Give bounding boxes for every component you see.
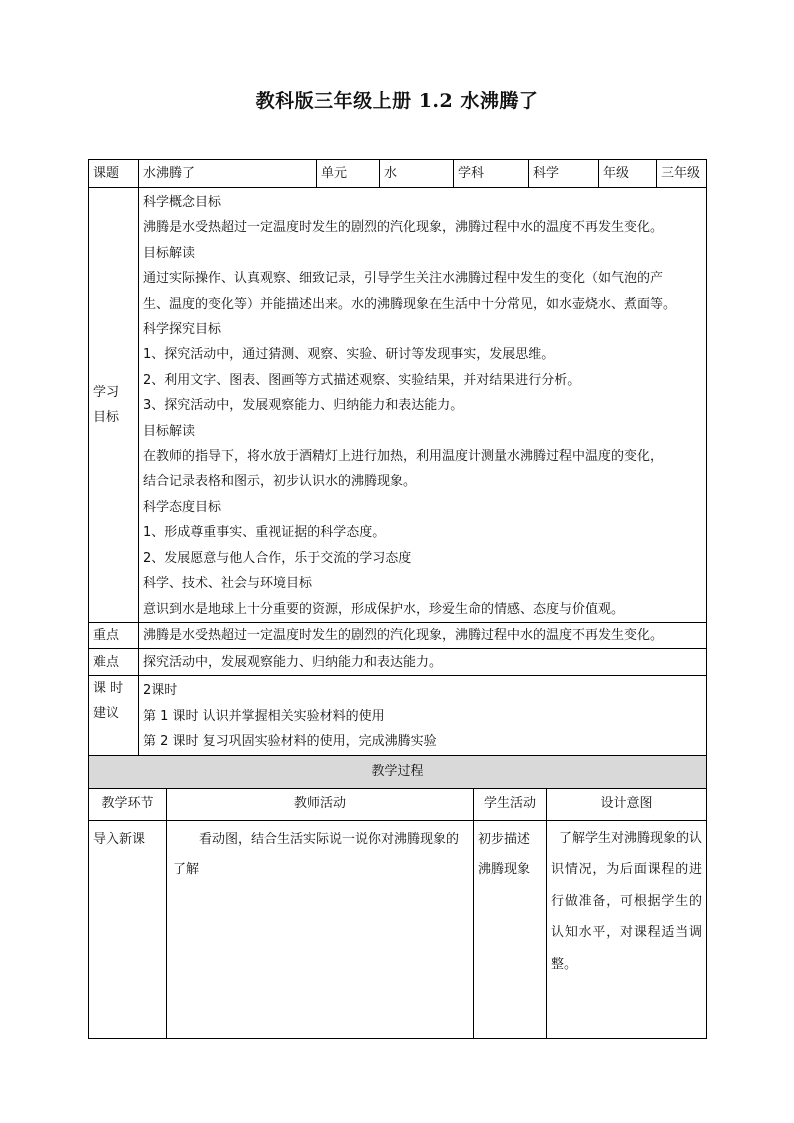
goal-line: 2、利用文字、图表、图画等方式描述观察、实验结果，并对结果进行分析。 xyxy=(143,372,581,388)
goal-line: 1、形成尊重事实、重视证据的科学态度。 xyxy=(143,525,386,541)
document-title: 教科版三年级上册 1.2 水沸腾了 xyxy=(255,90,539,112)
teacher-activity-cell xyxy=(167,820,474,1038)
difficulty-value: 探究活动中，发展观察能力、归纳能力和表达能力。 xyxy=(139,649,707,676)
unit-label: 单元 xyxy=(317,160,380,188)
column-header-student: 学生活动 xyxy=(474,788,547,820)
process-heading-row xyxy=(89,755,707,788)
goal-line: 科学、技术、社会与环境目标 xyxy=(143,576,313,592)
column-header-stage: 教学环节 xyxy=(89,788,167,820)
difficulty-row xyxy=(89,649,707,676)
process-heading: 教学过程 xyxy=(89,755,707,788)
goal-line: 意识到水是地球上十分重要的资源，形成保护水，珍爱生命的情感、态度与价值观。 xyxy=(143,601,625,617)
goal-line: 2、发展愿意与他人合作，乐于交流的学习态度 xyxy=(143,550,412,566)
grade-value: 三年级 xyxy=(657,160,707,188)
goal-line: 通过实际操作、认真观察、细致记录，引导学生关注水沸腾过程中发生的变化（如气泡的产 xyxy=(143,271,664,287)
goal-line: 结合记录表格和图示，初步认识水的沸腾现象。 xyxy=(143,474,417,490)
goal-line: 1、探究活动中，通过猜测、观察、实验、研讨等发现事实，发展思维。 xyxy=(143,347,555,363)
difficulty-label: 难点 xyxy=(89,649,139,676)
design-intent-text: 了解学生对沸腾现象的认识情况，为后面课程的进行做准备，可根据学生的认知水平，对课程适当调整。 xyxy=(551,830,703,972)
student-activity-cell: 初步描述沸腾现象 xyxy=(474,820,547,1038)
lesson-plan-table xyxy=(88,159,707,1039)
goal-line: 生、温度的变化等）并能描述出来。水的沸腾现象在生活中十分常见，如水壶烧水、煮面等。 xyxy=(143,296,677,312)
schedule-label-line2: 建议 xyxy=(93,706,120,722)
topic-label: 课题 xyxy=(89,160,139,188)
subject-value: 科学 xyxy=(529,160,599,188)
stage-cell: 导入新课 xyxy=(89,820,167,1038)
goal-line: 科学探究目标 xyxy=(143,322,222,338)
goals-label-line1: 学习 xyxy=(93,384,120,400)
subject-label: 学科 xyxy=(454,160,529,188)
goal-line: 沸腾是水受热超过一定温度时发生的剧烈的汽化现象，沸腾过程中水的温度不再发生变化。 xyxy=(143,220,664,236)
goals-content xyxy=(139,188,707,623)
key-point-label: 重点 xyxy=(89,622,139,648)
key-point-value: 沸腾是水受热超过一定温度时发生的剧烈的汽化现象，沸腾过程中水的温度不再发生变化。 xyxy=(139,622,707,648)
goal-line: 科学态度目标 xyxy=(143,499,222,515)
goal-line: 在教师的指导下，将水放于酒精灯上进行加热，利用温度计测量水沸腾过程中温度的变化， xyxy=(143,449,664,465)
process-column-headers xyxy=(89,788,707,820)
goals-label-line2: 目标 xyxy=(93,409,120,425)
goals-label xyxy=(89,188,139,623)
teacher-activity-text: 看动图，结合生活实际说一说你对沸腾现象的了解 xyxy=(173,831,460,877)
table-row xyxy=(89,820,707,1038)
goal-line: 目标解读 xyxy=(143,423,196,439)
schedule-line: 第 1 课时 认识并掌握相关实验材料的使用 xyxy=(143,708,385,724)
unit-value: 水 xyxy=(380,160,454,188)
column-header-design: 设计意图 xyxy=(547,788,707,820)
topic-value: 水沸腾了 xyxy=(139,160,317,188)
design-intent-cell xyxy=(547,820,707,1038)
schedule-label xyxy=(89,676,139,755)
goal-line: 3、探究活动中，发展观察能力、归纳能力和表达能力。 xyxy=(143,398,464,414)
goals-row xyxy=(89,188,707,623)
schedule-label-line1: 课 时 xyxy=(93,681,124,697)
schedule-row xyxy=(89,676,707,755)
grade-label: 年级 xyxy=(599,160,657,188)
header-row xyxy=(89,160,707,188)
goal-line: 科学概念目标 xyxy=(143,195,222,210)
schedule-content xyxy=(139,676,707,755)
key-point-row xyxy=(89,622,707,648)
goal-line: 目标解读 xyxy=(143,245,196,261)
schedule-line: 第 2 课时 复习巩固实验材料的使用，完成沸腾实验 xyxy=(143,734,437,750)
schedule-line: 2课时 xyxy=(143,683,178,699)
column-header-teacher: 教师活动 xyxy=(167,788,474,820)
